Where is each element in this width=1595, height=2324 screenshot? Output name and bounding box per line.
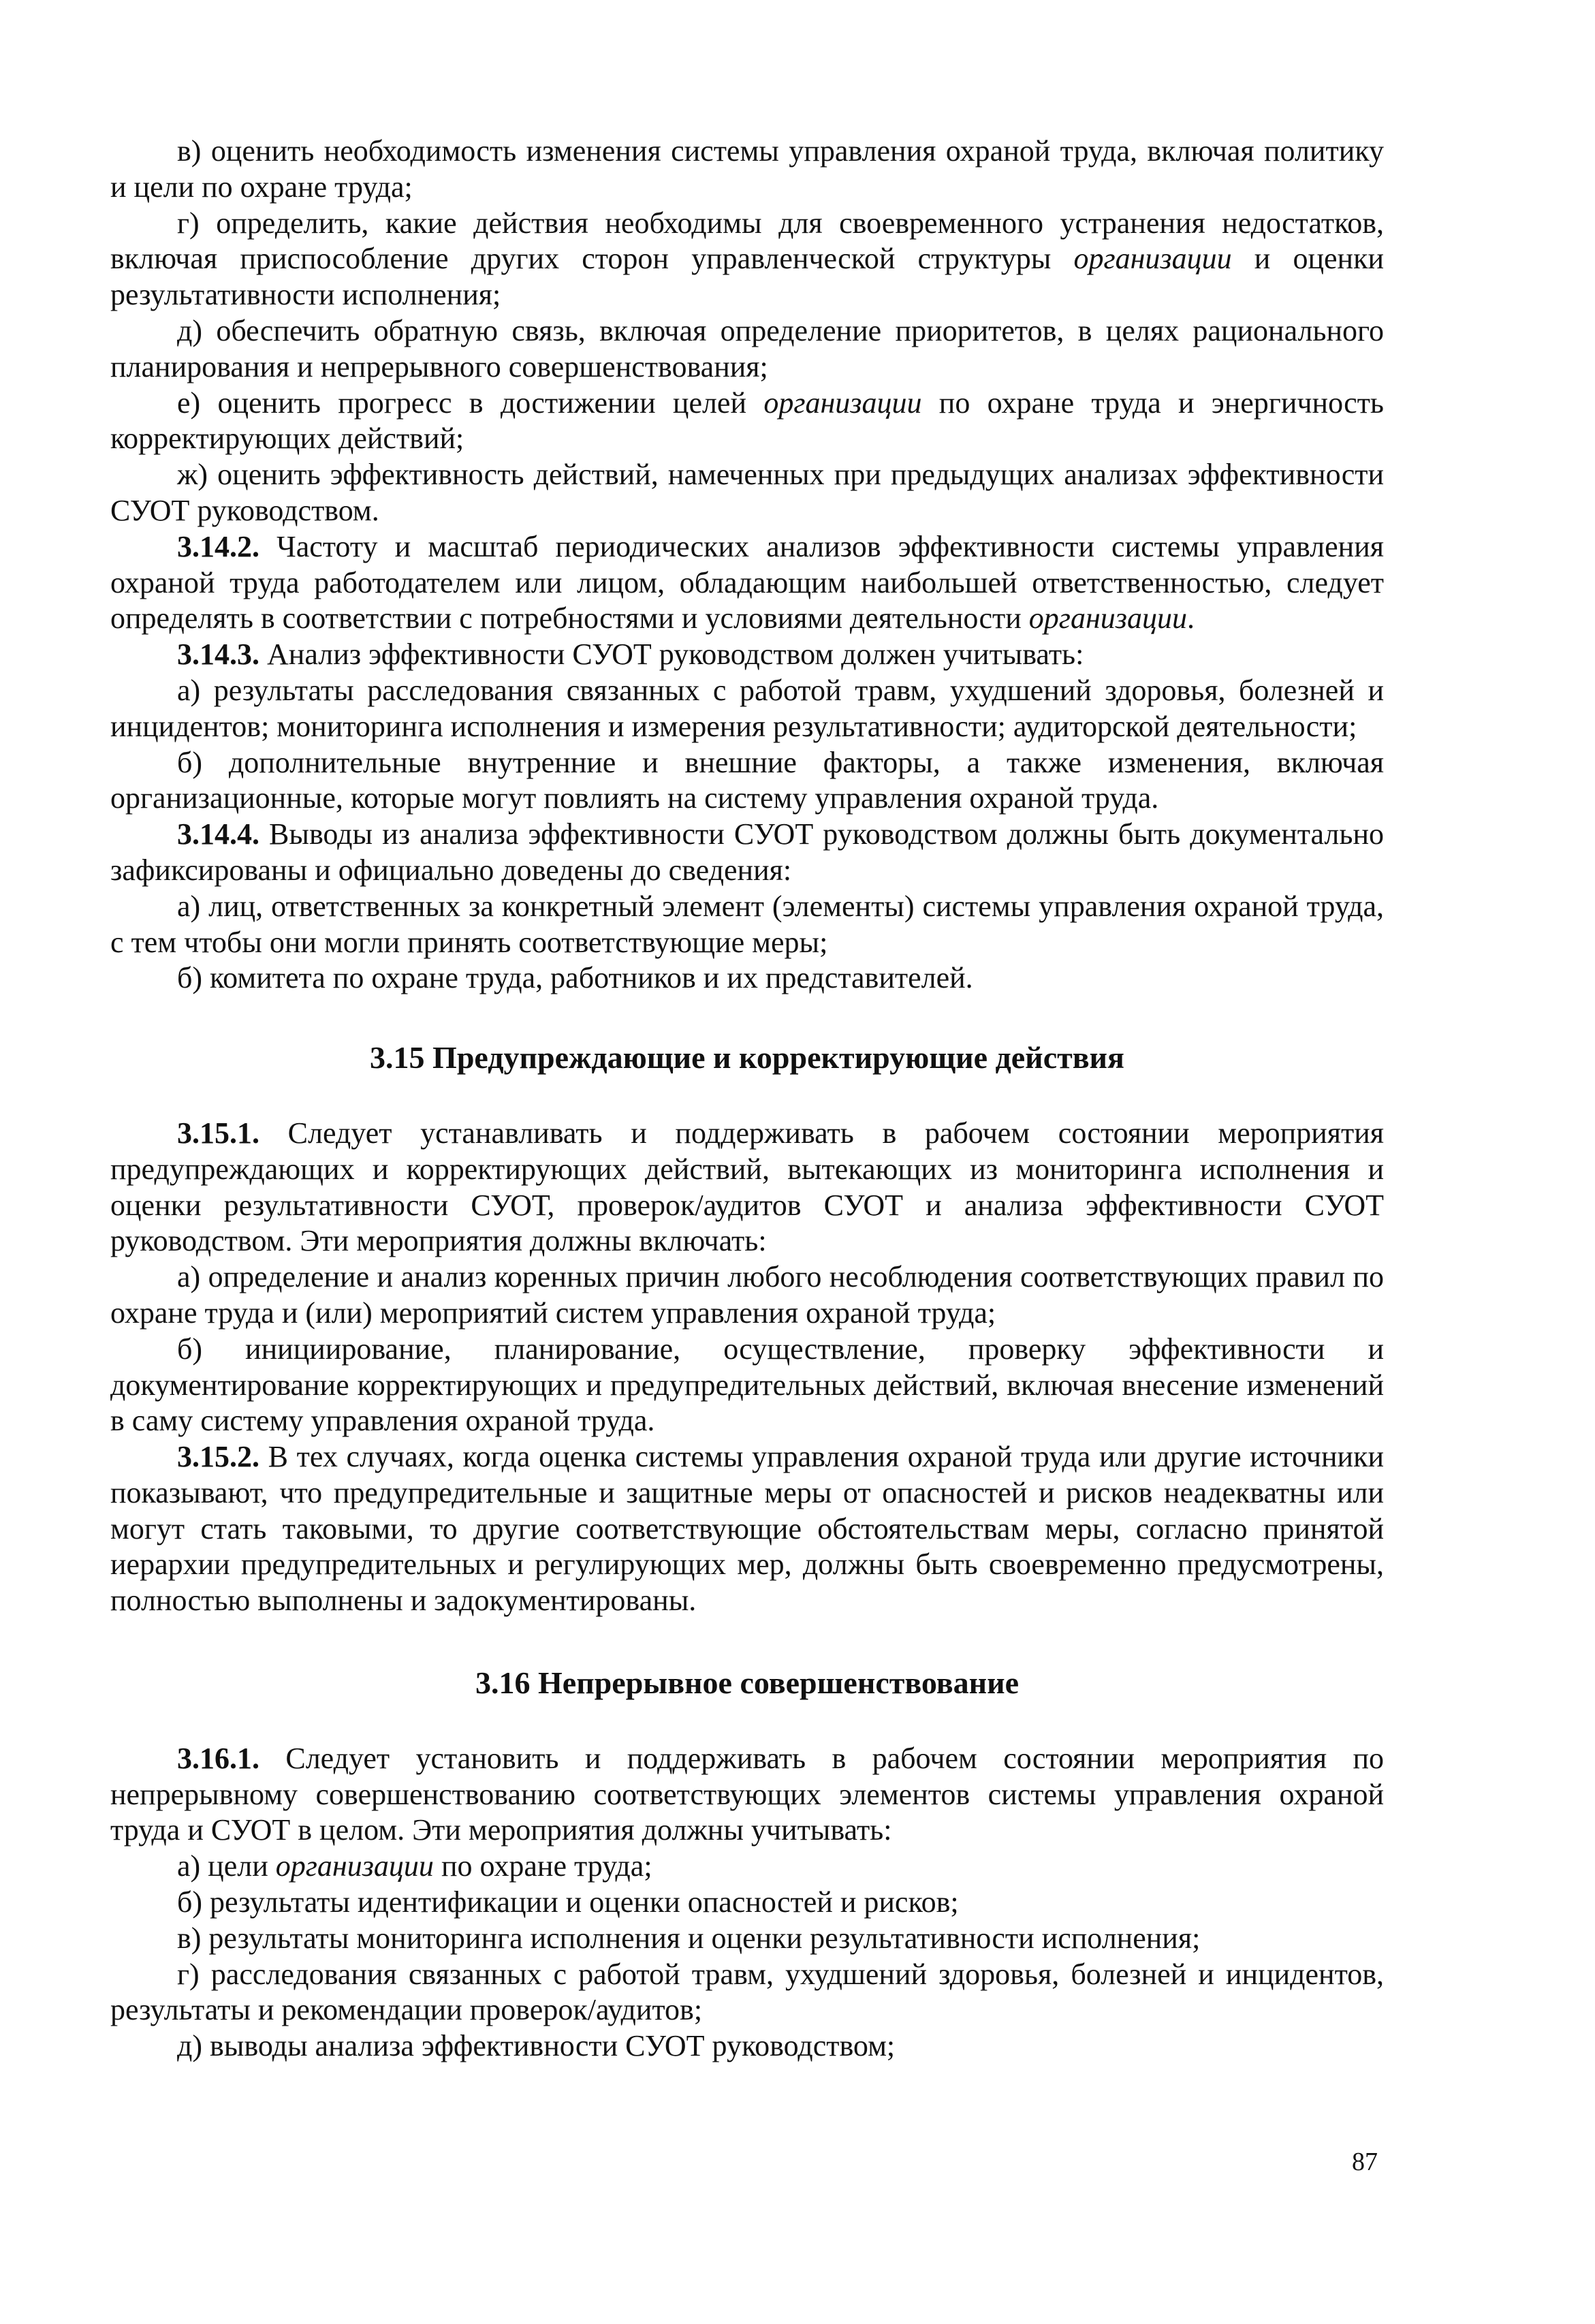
- paragraph-text-continued: .: [1186, 601, 1195, 635]
- emphasis-term: организации: [275, 1849, 434, 1883]
- clause-number: 3.14.4.: [177, 817, 259, 851]
- paragraph-text: е) оценить прогресс в достижении целей: [177, 386, 764, 420]
- paragraph: [110, 745, 1384, 817]
- paragraph: [110, 386, 1384, 458]
- paragraph: [110, 889, 1384, 961]
- paragraph-text: в) результаты мониторинга исполнения и оценки результативности исполнения;: [177, 1921, 1201, 1955]
- paragraph: [110, 1116, 1384, 1259]
- clause-number: 3.14.3.: [177, 638, 259, 672]
- section-3-14-continued: [110, 134, 1384, 996]
- paragraph: [110, 134, 1384, 206]
- section-3-16-body: [110, 1741, 1384, 2064]
- clause-number: 3.14.2.: [177, 529, 259, 563]
- paragraph-text: д) обеспечить обратную связь, включая определение приоритетов, в целях рационального планирования и непрерывного совершенствования;: [110, 313, 1384, 383]
- paragraph-text: ж) оценить эффективность действий, намеченных при предыдущих анализах эффективности СУОТ руководством.: [110, 458, 1384, 527]
- paragraph: [110, 457, 1384, 529]
- paragraph-text: Следует устанавливать и поддерживать в рабочем состоянии мероприятия предупреждающих и корректирующих действий, вытекающих из мониторинга исполнения и оценки результативности СУОТ, проверок/аудитов СУОТ и анализа эффективности СУОТ руководством. Эти мероприятия должны включать:: [110, 1116, 1384, 1258]
- paragraph-text: б) комитета по охране труда, работников и их представителей.: [177, 961, 973, 995]
- paragraph: [110, 1741, 1384, 1849]
- paragraph-text: Выводы из анализа эффективности СУОТ руководством должны быть документально зафиксированы и официально доведены до сведения:: [110, 817, 1384, 887]
- paragraph: [110, 313, 1384, 386]
- paragraph: [110, 1957, 1384, 2029]
- paragraph-text: Частоту и масштаб периодических анализов эффективности системы управления охраной труда работодателем или лицом, обладающим наибольшей ответственностью, следует определять в соответствии с потребностями и условиями деятельности: [110, 529, 1384, 635]
- section-3-15-body: [110, 1116, 1384, 1619]
- paragraph: [110, 1439, 1384, 1619]
- paragraph: [110, 529, 1384, 637]
- emphasis-term: организации: [763, 386, 922, 420]
- paragraph: [110, 1259, 1384, 1332]
- paragraph-text-continued: по охране труда;: [433, 1849, 652, 1883]
- page-number: 87: [1352, 2148, 1378, 2176]
- document-page: [110, 134, 1384, 2064]
- paragraph-text: а) цели: [177, 1849, 276, 1883]
- paragraph: [110, 206, 1384, 313]
- paragraph-text: б) дополнительные внутренние и внешние факторы, а также изменения, включая организационные, которые могут повлиять на систему управления охраной труда.: [110, 745, 1384, 815]
- paragraph: [110, 1849, 1384, 1885]
- paragraph-text: в) оценить необходимость изменения системы управления охраной труда, включая политику и цели по охране труда;: [110, 134, 1384, 204]
- paragraph-text: б) инициирование, планирование, осуществление, проверку эффективности и документирование корректирующих и предупредительных действий, включая внесение изменений в саму систему управления охраной труда.: [110, 1332, 1384, 1438]
- paragraph-text: д) выводы анализа эффективности СУОТ руководством;: [177, 2029, 896, 2063]
- paragraph-text-continued: по охране труда и энергичность корректирующих действий;: [110, 386, 1384, 456]
- paragraph-text-continued: и оценки результативности исполнения;: [110, 242, 1385, 312]
- paragraph-text: Следует установить и поддерживать в рабочем состоянии мероприятия по непрерывному совершенствованию соответствующих элементов системы управления охраной труда и СУОТ в целом. Эти мероприятия должны учитывать:: [110, 1741, 1384, 1847]
- paragraph-text: а) определение и анализ коренных причин любого несоблюдения соответствующих правил по охране труда и (или) мероприятий систем управления охраной труда;: [110, 1260, 1384, 1330]
- paragraph: [110, 960, 1384, 996]
- paragraph-text: б) результаты идентификации и оценки опасностей и рисков;: [177, 1885, 959, 1919]
- paragraph-text: В тех случаях, когда оценка системы управления охраной труда или другие источники показывают, что предупредительные и защитные меры от опасностей и рисков неадекватны или могут стать таковыми, то другие соответствующие обстоятельствам меры, согласно принятой иерархии предупредительных и регулирующих мер, должны быть своевременно предусмотрены, полностью выполнены и задокументированы.: [110, 1440, 1384, 1618]
- paragraph: [110, 2028, 1384, 2064]
- paragraph-text: а) лиц, ответственных за конкретный элемент (элементы) системы управления охраной труда, с тем чтобы они могли принять соответствующие меры;: [110, 889, 1384, 959]
- clause-number: 3.15.1.: [177, 1116, 259, 1150]
- paragraph-text: г) расследования связанных с работой травм, ухудшений здоровья, болезней и инцидентов, результаты и рекомендации проверок/аудитов;: [110, 1957, 1384, 2027]
- section-heading-3-16: 3.16 Непрерывное совершенствование: [475, 1665, 1019, 1701]
- paragraph: [110, 1885, 1384, 1921]
- paragraph: [110, 1332, 1384, 1439]
- paragraph: [110, 1921, 1384, 1957]
- paragraph-text: г) определить, какие действия необходимы для своевременного устранения недостатков, включая приспособление других сторон управленческой структуры: [110, 206, 1384, 276]
- paragraph-text: а) результаты расследования связанных с работой травм, ухудшений здоровья, болезней и инцидентов; мониторинга исполнения и измерения результативности; аудиторской деятельности;: [110, 673, 1384, 743]
- clause-number: 3.16.1.: [177, 1741, 259, 1775]
- paragraph: [110, 673, 1384, 745]
- paragraph-text: Анализ эффективности СУОТ руководством должен учитывать:: [259, 638, 1084, 672]
- clause-number: 3.15.2.: [177, 1440, 259, 1474]
- paragraph: [110, 817, 1384, 889]
- emphasis-term: организации: [1028, 601, 1187, 635]
- section-heading-3-15: 3.15 Предупреждающие и корректирующие действия: [370, 1040, 1124, 1075]
- paragraph: [110, 637, 1384, 673]
- emphasis-term: организации: [1073, 242, 1232, 276]
